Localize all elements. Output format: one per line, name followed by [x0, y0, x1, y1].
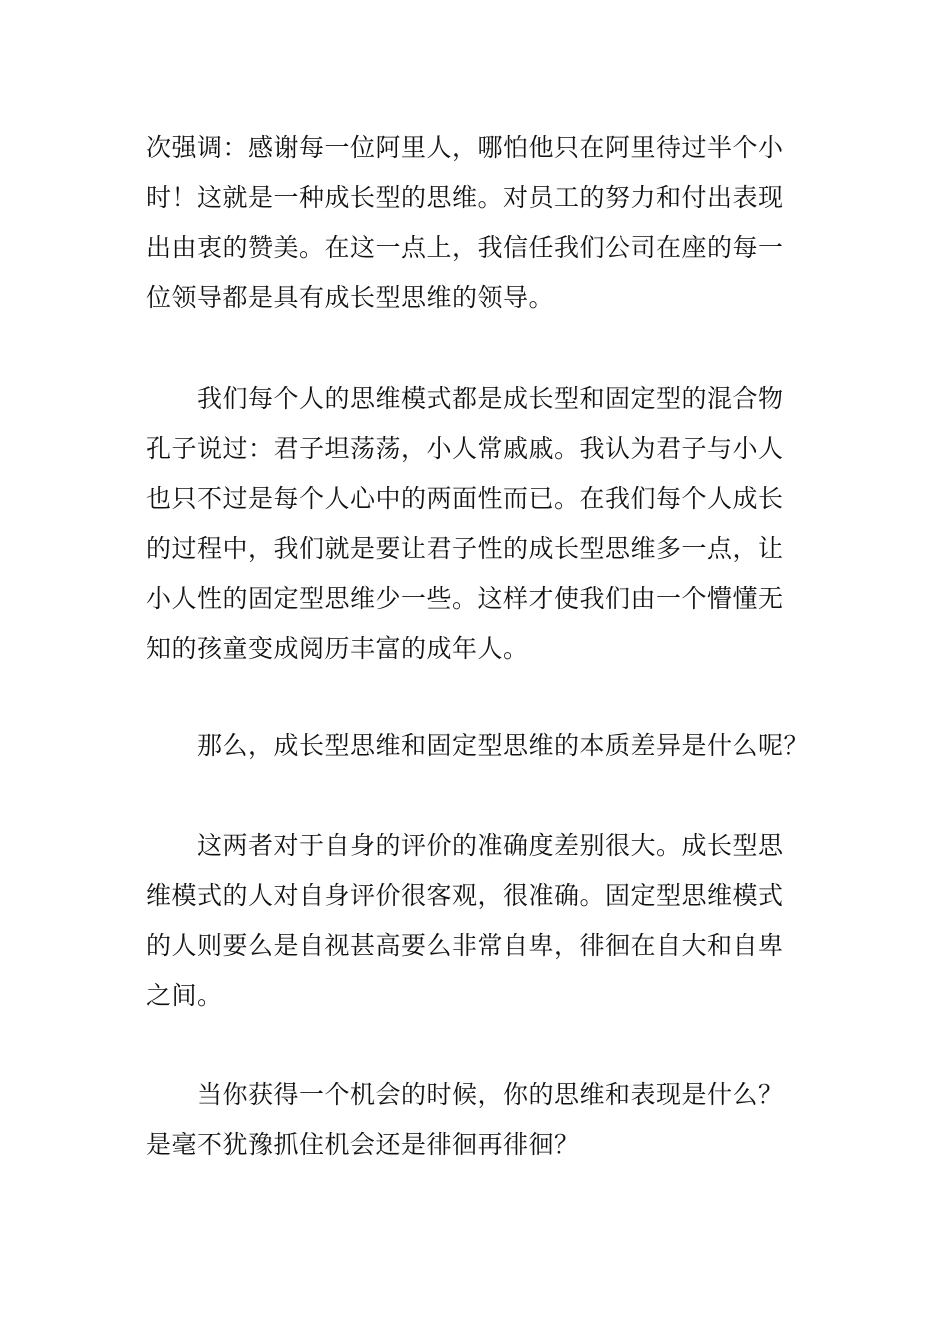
paragraph-line: 之间。: [146, 981, 223, 1010]
paragraph-3: [146, 721, 810, 771]
paragraph-line: 这两者对于自身的评价的准确度差别很大。成长型思: [197, 831, 784, 860]
paragraph-line: 知的孩童变成阅历丰富的成年人。: [146, 634, 529, 663]
paragraph-line: 小人性的固定型思维少一些。这样才使我们由一个懵懂无: [146, 584, 784, 613]
paragraph-line: 是毫不犹豫抓住机会还是徘徊再徘徊？: [146, 1130, 580, 1159]
paragraph-2: [146, 374, 806, 674]
paragraph-line: 维模式的人对自身评价很客观，很准确。固定型思维模式: [146, 881, 784, 910]
paragraph-line: 孔子说过：君子坦荡荡，小人常戚戚。我认为君子与小人: [146, 434, 784, 463]
paragraph-line: 时！这就是一种成长型的思维。对员工的努力和付出表现: [146, 183, 784, 212]
paragraph-4: [146, 821, 806, 1021]
paragraph-line: 当你获得一个机会的时候，你的思维和表现是什么？: [197, 1080, 784, 1109]
paragraph-line: 的人则要么是自视甚高要么非常自卑，徘徊在自大和自卑: [146, 931, 784, 960]
paragraph-line: 位领导都是具有成长型思维的领导。: [146, 283, 555, 312]
paragraph-5: [146, 1070, 806, 1170]
paragraph-line: 出由衷的赞美。在这一点上，我信任我们公司在座的每一: [146, 233, 784, 262]
paragraph-line: 那么，成长型思维和固定型思维的本质差异是什么呢？: [197, 731, 810, 760]
paragraph-line: 也只不过是每个人心中的两面性而已。在我们每个人成长: [146, 484, 784, 513]
paragraph-line: 的过程中，我们就是要让君子性的成长型思维多一点，让: [146, 534, 784, 563]
paragraph-line: 次强调：感谢每一位阿里人，哪怕他只在阿里待过半个小: [146, 133, 784, 162]
paragraph-line: 我们每个人的思维模式都是成长型和固定型的混合物: [197, 384, 784, 413]
paragraph-1: [146, 123, 806, 323]
